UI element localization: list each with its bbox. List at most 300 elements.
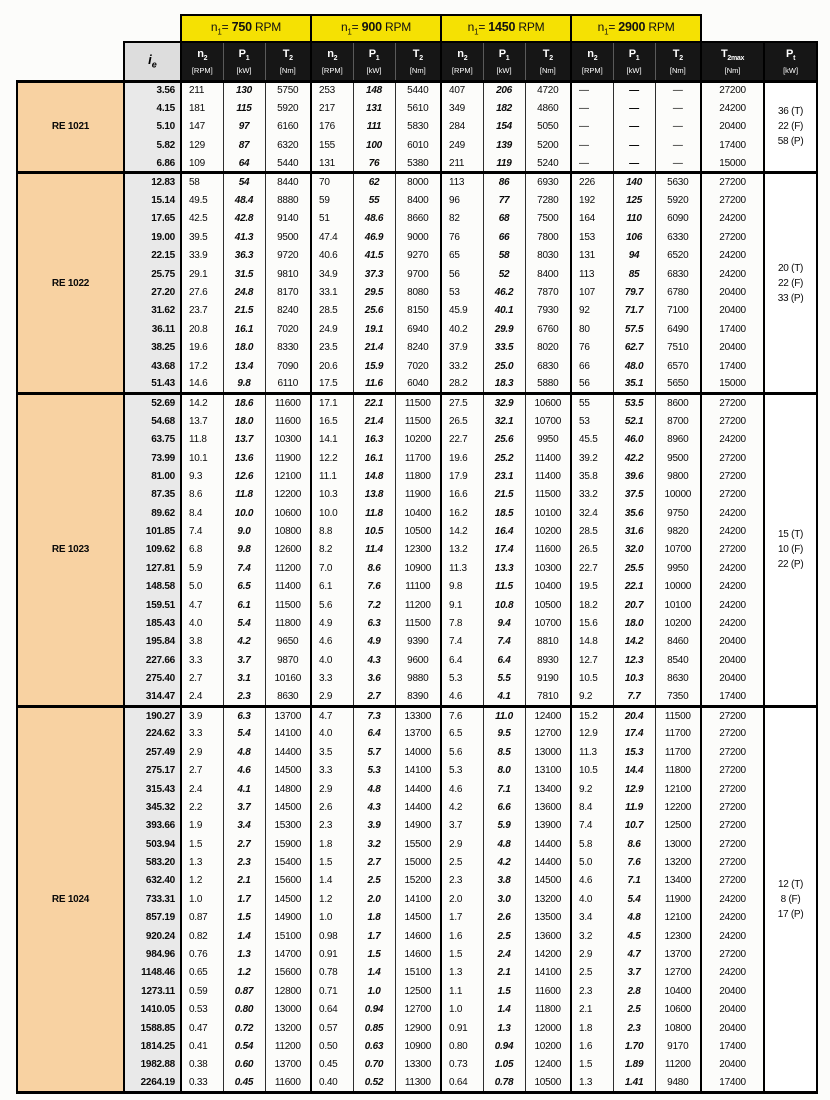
p1-cell: 4.8 bbox=[613, 909, 655, 927]
t2-cell: 9750 bbox=[655, 504, 701, 522]
t2-cell: 11500 bbox=[265, 596, 311, 614]
n2-cell: 19.5 bbox=[571, 578, 613, 596]
t2-cell: 7870 bbox=[525, 283, 571, 301]
p1-cell: 3.4 bbox=[223, 817, 265, 835]
t2-cell: 14400 bbox=[525, 853, 571, 871]
n2-cell: 5.3 bbox=[441, 670, 483, 688]
t2max-cell: 27200 bbox=[701, 945, 764, 963]
n2-cell: 4.0 bbox=[181, 614, 223, 632]
band-eq: = bbox=[351, 20, 362, 35]
pt-rating-line: 58 (P) bbox=[777, 136, 804, 148]
p1-cell: 0.63 bbox=[353, 1037, 395, 1055]
p1-cell: 3.1 bbox=[223, 670, 265, 688]
ratio-cell: 2264.19 bbox=[124, 1074, 181, 1092]
ratio-cell: 63.75 bbox=[124, 430, 181, 448]
t2-cell: 12200 bbox=[265, 486, 311, 504]
n2-cell: 14.2 bbox=[441, 522, 483, 540]
t2max-cell: 27200 bbox=[701, 853, 764, 871]
table-row bbox=[17, 982, 817, 1000]
n2-cell: 3.5 bbox=[311, 743, 353, 761]
p1-cell: 125 bbox=[613, 191, 655, 209]
n2-cell: 33.2 bbox=[441, 357, 483, 375]
p1-cell: 0.52 bbox=[353, 1074, 395, 1092]
t2-cell: 15000 bbox=[395, 853, 441, 871]
col-header-pt: $P_t$ [kW] bbox=[764, 42, 817, 81]
n2-cell: 26.5 bbox=[441, 412, 483, 430]
t2-cell: 11200 bbox=[265, 1037, 311, 1055]
p1-cell: — bbox=[613, 99, 655, 117]
n2-cell: 6.1 bbox=[311, 578, 353, 596]
p1-cell: 39.6 bbox=[613, 467, 655, 485]
rpm-band-900 bbox=[311, 15, 441, 42]
corner-spacer bbox=[17, 42, 124, 81]
t2-cell: 11900 bbox=[655, 890, 701, 908]
t2max-cell: 27200 bbox=[701, 761, 764, 779]
p1-cell: 0.60 bbox=[223, 1056, 265, 1074]
t2-cell: 8880 bbox=[265, 191, 311, 209]
corner-spacer bbox=[17, 15, 181, 42]
t2-cell: 14700 bbox=[265, 945, 311, 963]
p1-cell: 0.80 bbox=[223, 1001, 265, 1019]
t2-cell: 8960 bbox=[655, 430, 701, 448]
n2-cell: 9.2 bbox=[571, 780, 613, 798]
t2-cell: 8000 bbox=[395, 173, 441, 191]
t2-cell: 9810 bbox=[265, 265, 311, 283]
p1-cell: 3.8 bbox=[483, 872, 525, 890]
t2-cell: 14900 bbox=[395, 817, 441, 835]
table-row bbox=[17, 81, 817, 99]
n2-cell: 2.9 bbox=[181, 743, 223, 761]
n2-cell: 16.6 bbox=[441, 486, 483, 504]
n2-cell: 131 bbox=[311, 155, 353, 173]
table-row bbox=[17, 706, 817, 724]
p1-cell: 6.1 bbox=[223, 596, 265, 614]
t2-cell: 10900 bbox=[395, 1037, 441, 1055]
band-symbol: n bbox=[467, 20, 475, 35]
p1-cell: 85 bbox=[613, 265, 655, 283]
t2-cell: 13000 bbox=[525, 743, 571, 761]
t2-cell: 12100 bbox=[655, 909, 701, 927]
ratio-cell: 1982.88 bbox=[124, 1056, 181, 1074]
col-header-t2-2900: $T_2$ [Nm] bbox=[655, 42, 701, 81]
p1-cell: 35.1 bbox=[613, 375, 655, 393]
p1-cell: 115 bbox=[223, 99, 265, 117]
n2-cell: 8.6 bbox=[181, 486, 223, 504]
p1-cell: 1.3 bbox=[223, 945, 265, 963]
n2-cell: 4.0 bbox=[571, 890, 613, 908]
n2-cell: 1.0 bbox=[311, 909, 353, 927]
p1-cell: 100 bbox=[353, 136, 395, 154]
t2-cell: 10100 bbox=[525, 504, 571, 522]
t2max-cell: 27200 bbox=[701, 835, 764, 853]
t2-cell: 11600 bbox=[265, 394, 311, 412]
t2-cell: 14100 bbox=[395, 890, 441, 908]
p1-cell: 10.8 bbox=[483, 596, 525, 614]
n2-cell: — bbox=[571, 81, 613, 99]
n2-cell: 8.4 bbox=[571, 798, 613, 816]
pt-rating-line: 17 (P) bbox=[777, 908, 804, 920]
p1-cell: 6.5 bbox=[223, 578, 265, 596]
n2-cell: 5.3 bbox=[441, 761, 483, 779]
t2max-cell: 17400 bbox=[701, 1074, 764, 1092]
p1-cell: 8.0 bbox=[483, 761, 525, 779]
t2-cell: 15100 bbox=[265, 927, 311, 945]
col-header-n2-1450: $n_2$ [RPM] bbox=[441, 42, 483, 81]
n2-cell: 22.7 bbox=[571, 559, 613, 577]
p1-cell: 2.3 bbox=[223, 688, 265, 706]
p1-cell: 0.72 bbox=[223, 1019, 265, 1037]
p1-cell: 79.7 bbox=[613, 283, 655, 301]
t2max-cell: 20400 bbox=[701, 633, 764, 651]
table-row bbox=[17, 338, 817, 356]
t2-cell: 11200 bbox=[395, 596, 441, 614]
n2-cell: 109 bbox=[181, 155, 223, 173]
t2-cell: 7500 bbox=[525, 210, 571, 228]
p1-cell: 2.7 bbox=[353, 853, 395, 871]
col-header-t2-900: $T_2$ [Nm] bbox=[395, 42, 441, 81]
t2-cell: 10900 bbox=[395, 559, 441, 577]
n2-cell: 284 bbox=[441, 118, 483, 136]
n2-cell: 4.7 bbox=[311, 706, 353, 724]
speed-band-row bbox=[17, 15, 817, 42]
p1-cell: 66 bbox=[483, 228, 525, 246]
p1-cell: 18.5 bbox=[483, 504, 525, 522]
t2-cell: 10600 bbox=[265, 504, 311, 522]
t2-cell: 8240 bbox=[395, 338, 441, 356]
t2-cell: 14600 bbox=[395, 945, 441, 963]
table-row bbox=[17, 1019, 817, 1037]
pt-rating-line: 8 (F) bbox=[780, 893, 801, 905]
t2-cell: 7280 bbox=[525, 191, 571, 209]
band-eq: = bbox=[221, 20, 232, 35]
p1-cell: 42.8 bbox=[223, 210, 265, 228]
n2-cell: 2.1 bbox=[571, 1001, 613, 1019]
ratio-cell: 393.66 bbox=[124, 817, 181, 835]
t2-cell: 14800 bbox=[265, 780, 311, 798]
table-row bbox=[17, 302, 817, 320]
table-row bbox=[17, 412, 817, 430]
t2max-cell: 27200 bbox=[701, 394, 764, 412]
n2-cell: 80 bbox=[571, 320, 613, 338]
model-label: RE 1021 bbox=[17, 81, 124, 173]
table-row bbox=[17, 725, 817, 743]
t2-cell: 5440 bbox=[395, 81, 441, 99]
t2-cell: 5920 bbox=[265, 99, 311, 117]
t2-cell: 15600 bbox=[265, 964, 311, 982]
n2-cell: 5.6 bbox=[311, 596, 353, 614]
p1-cell: 29.9 bbox=[483, 320, 525, 338]
p1-cell: 6.4 bbox=[483, 651, 525, 669]
t2-cell: 13600 bbox=[525, 927, 571, 945]
n2-cell: 22.7 bbox=[441, 430, 483, 448]
p1-cell: 4.3 bbox=[353, 798, 395, 816]
p1-cell: 41.3 bbox=[223, 228, 265, 246]
p1-cell: 35.6 bbox=[613, 504, 655, 522]
p1-cell: 9.4 bbox=[483, 614, 525, 632]
p1-cell: 1.05 bbox=[483, 1056, 525, 1074]
p1-cell: 2.4 bbox=[483, 945, 525, 963]
t2-cell: 10600 bbox=[525, 394, 571, 412]
n2-cell: 28.5 bbox=[311, 302, 353, 320]
p1-cell: 10.3 bbox=[613, 670, 655, 688]
p1-cell: 48.6 bbox=[353, 210, 395, 228]
t2-cell: 12700 bbox=[655, 964, 701, 982]
t2-cell: 5610 bbox=[395, 99, 441, 117]
table-row bbox=[17, 228, 817, 246]
t2-cell: 15100 bbox=[395, 964, 441, 982]
p1-cell: 17.4 bbox=[613, 725, 655, 743]
n2-cell: 15.6 bbox=[571, 614, 613, 632]
n2-cell: 249 bbox=[441, 136, 483, 154]
ratio-cell: 101.85 bbox=[124, 522, 181, 540]
t2-cell: 10400 bbox=[395, 504, 441, 522]
p1-cell: 11.9 bbox=[613, 798, 655, 816]
table-row bbox=[17, 1037, 817, 1055]
t2-cell: 12300 bbox=[395, 541, 441, 559]
n2-cell: 45.5 bbox=[571, 430, 613, 448]
p1-cell: 33.5 bbox=[483, 338, 525, 356]
t2-cell: — bbox=[655, 118, 701, 136]
p1-cell: 21.5 bbox=[483, 486, 525, 504]
ratio-cell: 127.81 bbox=[124, 559, 181, 577]
p1-cell: 25.6 bbox=[353, 302, 395, 320]
rpm-band-2900 bbox=[571, 15, 701, 42]
n2-cell: 51 bbox=[311, 210, 353, 228]
t2-cell: 13300 bbox=[395, 1056, 441, 1074]
p1-cell: — bbox=[613, 118, 655, 136]
p1-cell: 13.7 bbox=[223, 430, 265, 448]
n2-cell: 4.7 bbox=[181, 596, 223, 614]
p1-cell: 0.94 bbox=[353, 1001, 395, 1019]
model-label: RE 1022 bbox=[17, 173, 124, 394]
t2-cell: 6110 bbox=[265, 375, 311, 393]
n2-cell: 37.9 bbox=[441, 338, 483, 356]
p1-cell: 11.6 bbox=[353, 375, 395, 393]
n2-cell: 1.2 bbox=[311, 890, 353, 908]
n2-cell: 2.0 bbox=[441, 890, 483, 908]
n2-cell: 0.45 bbox=[311, 1056, 353, 1074]
t2-cell: 13700 bbox=[655, 945, 701, 963]
t2-cell: 10700 bbox=[525, 412, 571, 430]
t2-cell: 13400 bbox=[655, 872, 701, 890]
ratio-cell: 1410.05 bbox=[124, 1001, 181, 1019]
t2-cell: 13300 bbox=[395, 706, 441, 724]
t2-cell: 6520 bbox=[655, 247, 701, 265]
pt-rating-line: 22 (P) bbox=[777, 559, 804, 571]
ratio-cell: 733.31 bbox=[124, 890, 181, 908]
t2-cell: 14500 bbox=[265, 890, 311, 908]
p1-cell: 111 bbox=[353, 118, 395, 136]
p1-cell: 46.2 bbox=[483, 283, 525, 301]
col-header-p1-1450: $P_1$ [kW] bbox=[483, 42, 525, 81]
ratio-cell: 3.56 bbox=[124, 81, 181, 99]
t2-cell: 9650 bbox=[265, 633, 311, 651]
ratio-cell: 227.66 bbox=[124, 651, 181, 669]
pt-rating-line: 33 (P) bbox=[777, 292, 804, 304]
t2-cell: 12700 bbox=[525, 725, 571, 743]
n2-cell: 2.6 bbox=[311, 798, 353, 816]
table-row bbox=[17, 265, 817, 283]
p1-cell: 4.5 bbox=[613, 927, 655, 945]
t2-cell: 9720 bbox=[265, 247, 311, 265]
n2-cell: 55 bbox=[571, 394, 613, 412]
t2-cell: 10800 bbox=[265, 522, 311, 540]
n2-cell: 3.7 bbox=[441, 817, 483, 835]
t2-cell: 12000 bbox=[525, 1019, 571, 1037]
table-row bbox=[17, 467, 817, 485]
ratio-sub: e bbox=[151, 60, 157, 71]
t2-cell: 11800 bbox=[525, 1001, 571, 1019]
col-header-ratio bbox=[124, 42, 181, 81]
t2-cell: 11600 bbox=[265, 1074, 311, 1092]
p1-cell: 21.4 bbox=[353, 338, 395, 356]
t2-cell: 7350 bbox=[655, 688, 701, 706]
p1-cell: 2.1 bbox=[223, 872, 265, 890]
n2-cell: 2.9 bbox=[311, 780, 353, 798]
n2-cell: 1.2 bbox=[181, 872, 223, 890]
t2-cell: 13200 bbox=[525, 890, 571, 908]
t2max-cell: 20400 bbox=[701, 118, 764, 136]
t2max-cell: 27200 bbox=[701, 191, 764, 209]
t2-cell: 11700 bbox=[655, 743, 701, 761]
p1-cell: 3.6 bbox=[353, 670, 395, 688]
p1-cell: 32.1 bbox=[483, 412, 525, 430]
p1-cell: 4.8 bbox=[223, 743, 265, 761]
t2max-cell: 20400 bbox=[701, 302, 764, 320]
n2-cell: 19.6 bbox=[441, 449, 483, 467]
t2max-cell: 24200 bbox=[701, 504, 764, 522]
p1-cell: 11.8 bbox=[353, 504, 395, 522]
table-row bbox=[17, 633, 817, 651]
p1-cell: 1.4 bbox=[223, 927, 265, 945]
p1-cell: 8.6 bbox=[613, 835, 655, 853]
p1-cell: 87 bbox=[223, 136, 265, 154]
p1-cell: 17.4 bbox=[483, 541, 525, 559]
p1-cell: 0.85 bbox=[353, 1019, 395, 1037]
n2-cell: 39.5 bbox=[181, 228, 223, 246]
ratio-cell: 31.62 bbox=[124, 302, 181, 320]
t2-cell: 7810 bbox=[525, 688, 571, 706]
n2-cell: 9.1 bbox=[441, 596, 483, 614]
n2-cell: 96 bbox=[441, 191, 483, 209]
band-symbol: n bbox=[340, 20, 348, 35]
p1-cell: 0.70 bbox=[353, 1056, 395, 1074]
table-row bbox=[17, 817, 817, 835]
p1-cell: 18.0 bbox=[223, 412, 265, 430]
band-eq: = bbox=[478, 20, 489, 35]
t2-cell: 9870 bbox=[265, 651, 311, 669]
p1-cell: 42.2 bbox=[613, 449, 655, 467]
t2max-cell: 17400 bbox=[701, 1037, 764, 1055]
band-value: 900 bbox=[361, 20, 382, 35]
col-header-p1-900: $P_1$ [kW] bbox=[353, 42, 395, 81]
table-row bbox=[17, 909, 817, 927]
table-body bbox=[17, 81, 817, 1092]
n2-cell: 1.0 bbox=[181, 890, 223, 908]
n2-cell: 1.5 bbox=[181, 835, 223, 853]
n2-cell: — bbox=[571, 155, 613, 173]
p1-cell: 52 bbox=[483, 265, 525, 283]
ratio-cell: 345.32 bbox=[124, 798, 181, 816]
t2-cell: 13400 bbox=[525, 780, 571, 798]
band-symbol: n bbox=[210, 20, 218, 35]
p1-cell: 1.0 bbox=[353, 982, 395, 1000]
col-header-p1-750: $P_1$ [kW] bbox=[223, 42, 265, 81]
band-unit: RPM bbox=[251, 20, 282, 35]
n2-cell: 7.4 bbox=[441, 633, 483, 651]
p1-cell: 13.8 bbox=[353, 486, 395, 504]
t2max-cell: 17400 bbox=[701, 136, 764, 154]
p1-cell: 15.9 bbox=[353, 357, 395, 375]
t2-cell: 6330 bbox=[655, 228, 701, 246]
ratio-cell: 73.99 bbox=[124, 449, 181, 467]
t2max-cell: 20400 bbox=[701, 982, 764, 1000]
band-value: 2900 bbox=[618, 20, 646, 35]
t2-cell: 10200 bbox=[655, 614, 701, 632]
table-row bbox=[17, 504, 817, 522]
t2max-cell: 27200 bbox=[701, 743, 764, 761]
n2-cell: 12.9 bbox=[571, 725, 613, 743]
n2-cell: 27.5 bbox=[441, 394, 483, 412]
p1-cell: 106 bbox=[613, 228, 655, 246]
n2-cell: 1.6 bbox=[571, 1037, 613, 1055]
col-header-t2-750: $T_2$ [Nm] bbox=[265, 42, 311, 81]
p1-cell: 2.5 bbox=[353, 872, 395, 890]
t2-cell: 11300 bbox=[395, 1074, 441, 1092]
t2max-cell: 27200 bbox=[701, 541, 764, 559]
n2-cell: 3.3 bbox=[181, 651, 223, 669]
n2-cell: 33.9 bbox=[181, 247, 223, 265]
t2max-cell: 24200 bbox=[701, 559, 764, 577]
p1-cell: 12.3 bbox=[613, 651, 655, 669]
t2-cell: 7100 bbox=[655, 302, 701, 320]
n2-cell: 6.8 bbox=[181, 541, 223, 559]
n2-cell: 0.47 bbox=[181, 1019, 223, 1037]
t2-cell: 8810 bbox=[525, 633, 571, 651]
t2-cell: 5650 bbox=[655, 375, 701, 393]
ratio-cell: 315.43 bbox=[124, 780, 181, 798]
t2-cell: 11900 bbox=[395, 486, 441, 504]
t2-cell: 10200 bbox=[395, 430, 441, 448]
t2-cell: 8400 bbox=[395, 191, 441, 209]
band-sub: 1 bbox=[347, 27, 352, 37]
t2-cell: 7020 bbox=[265, 320, 311, 338]
p1-cell: 12.6 bbox=[223, 467, 265, 485]
ratio-symbol: i bbox=[148, 52, 152, 68]
t2-cell: 12800 bbox=[265, 982, 311, 1000]
t2-cell: 13100 bbox=[525, 761, 571, 779]
ratio-cell: 224.62 bbox=[124, 725, 181, 743]
ratio-cell: 190.27 bbox=[124, 706, 181, 724]
ratio-cell: 1588.85 bbox=[124, 1019, 181, 1037]
t2max-cell: 24200 bbox=[701, 247, 764, 265]
table-row bbox=[17, 1056, 817, 1074]
p1-cell: 10.0 bbox=[223, 504, 265, 522]
n2-cell: 1.3 bbox=[181, 853, 223, 871]
p1-cell: 4.2 bbox=[223, 633, 265, 651]
t2-cell: 14400 bbox=[525, 835, 571, 853]
t2-cell: 14100 bbox=[525, 964, 571, 982]
n2-cell: 1.5 bbox=[311, 853, 353, 871]
p1-cell: 5.5 bbox=[483, 670, 525, 688]
ratio-cell: 25.75 bbox=[124, 265, 181, 283]
table-row bbox=[17, 541, 817, 559]
n2-cell: 0.50 bbox=[311, 1037, 353, 1055]
p1-cell: 13.6 bbox=[223, 449, 265, 467]
n2-cell: 16.2 bbox=[441, 504, 483, 522]
n2-cell: 4.6 bbox=[311, 633, 353, 651]
n2-cell: — bbox=[571, 136, 613, 154]
